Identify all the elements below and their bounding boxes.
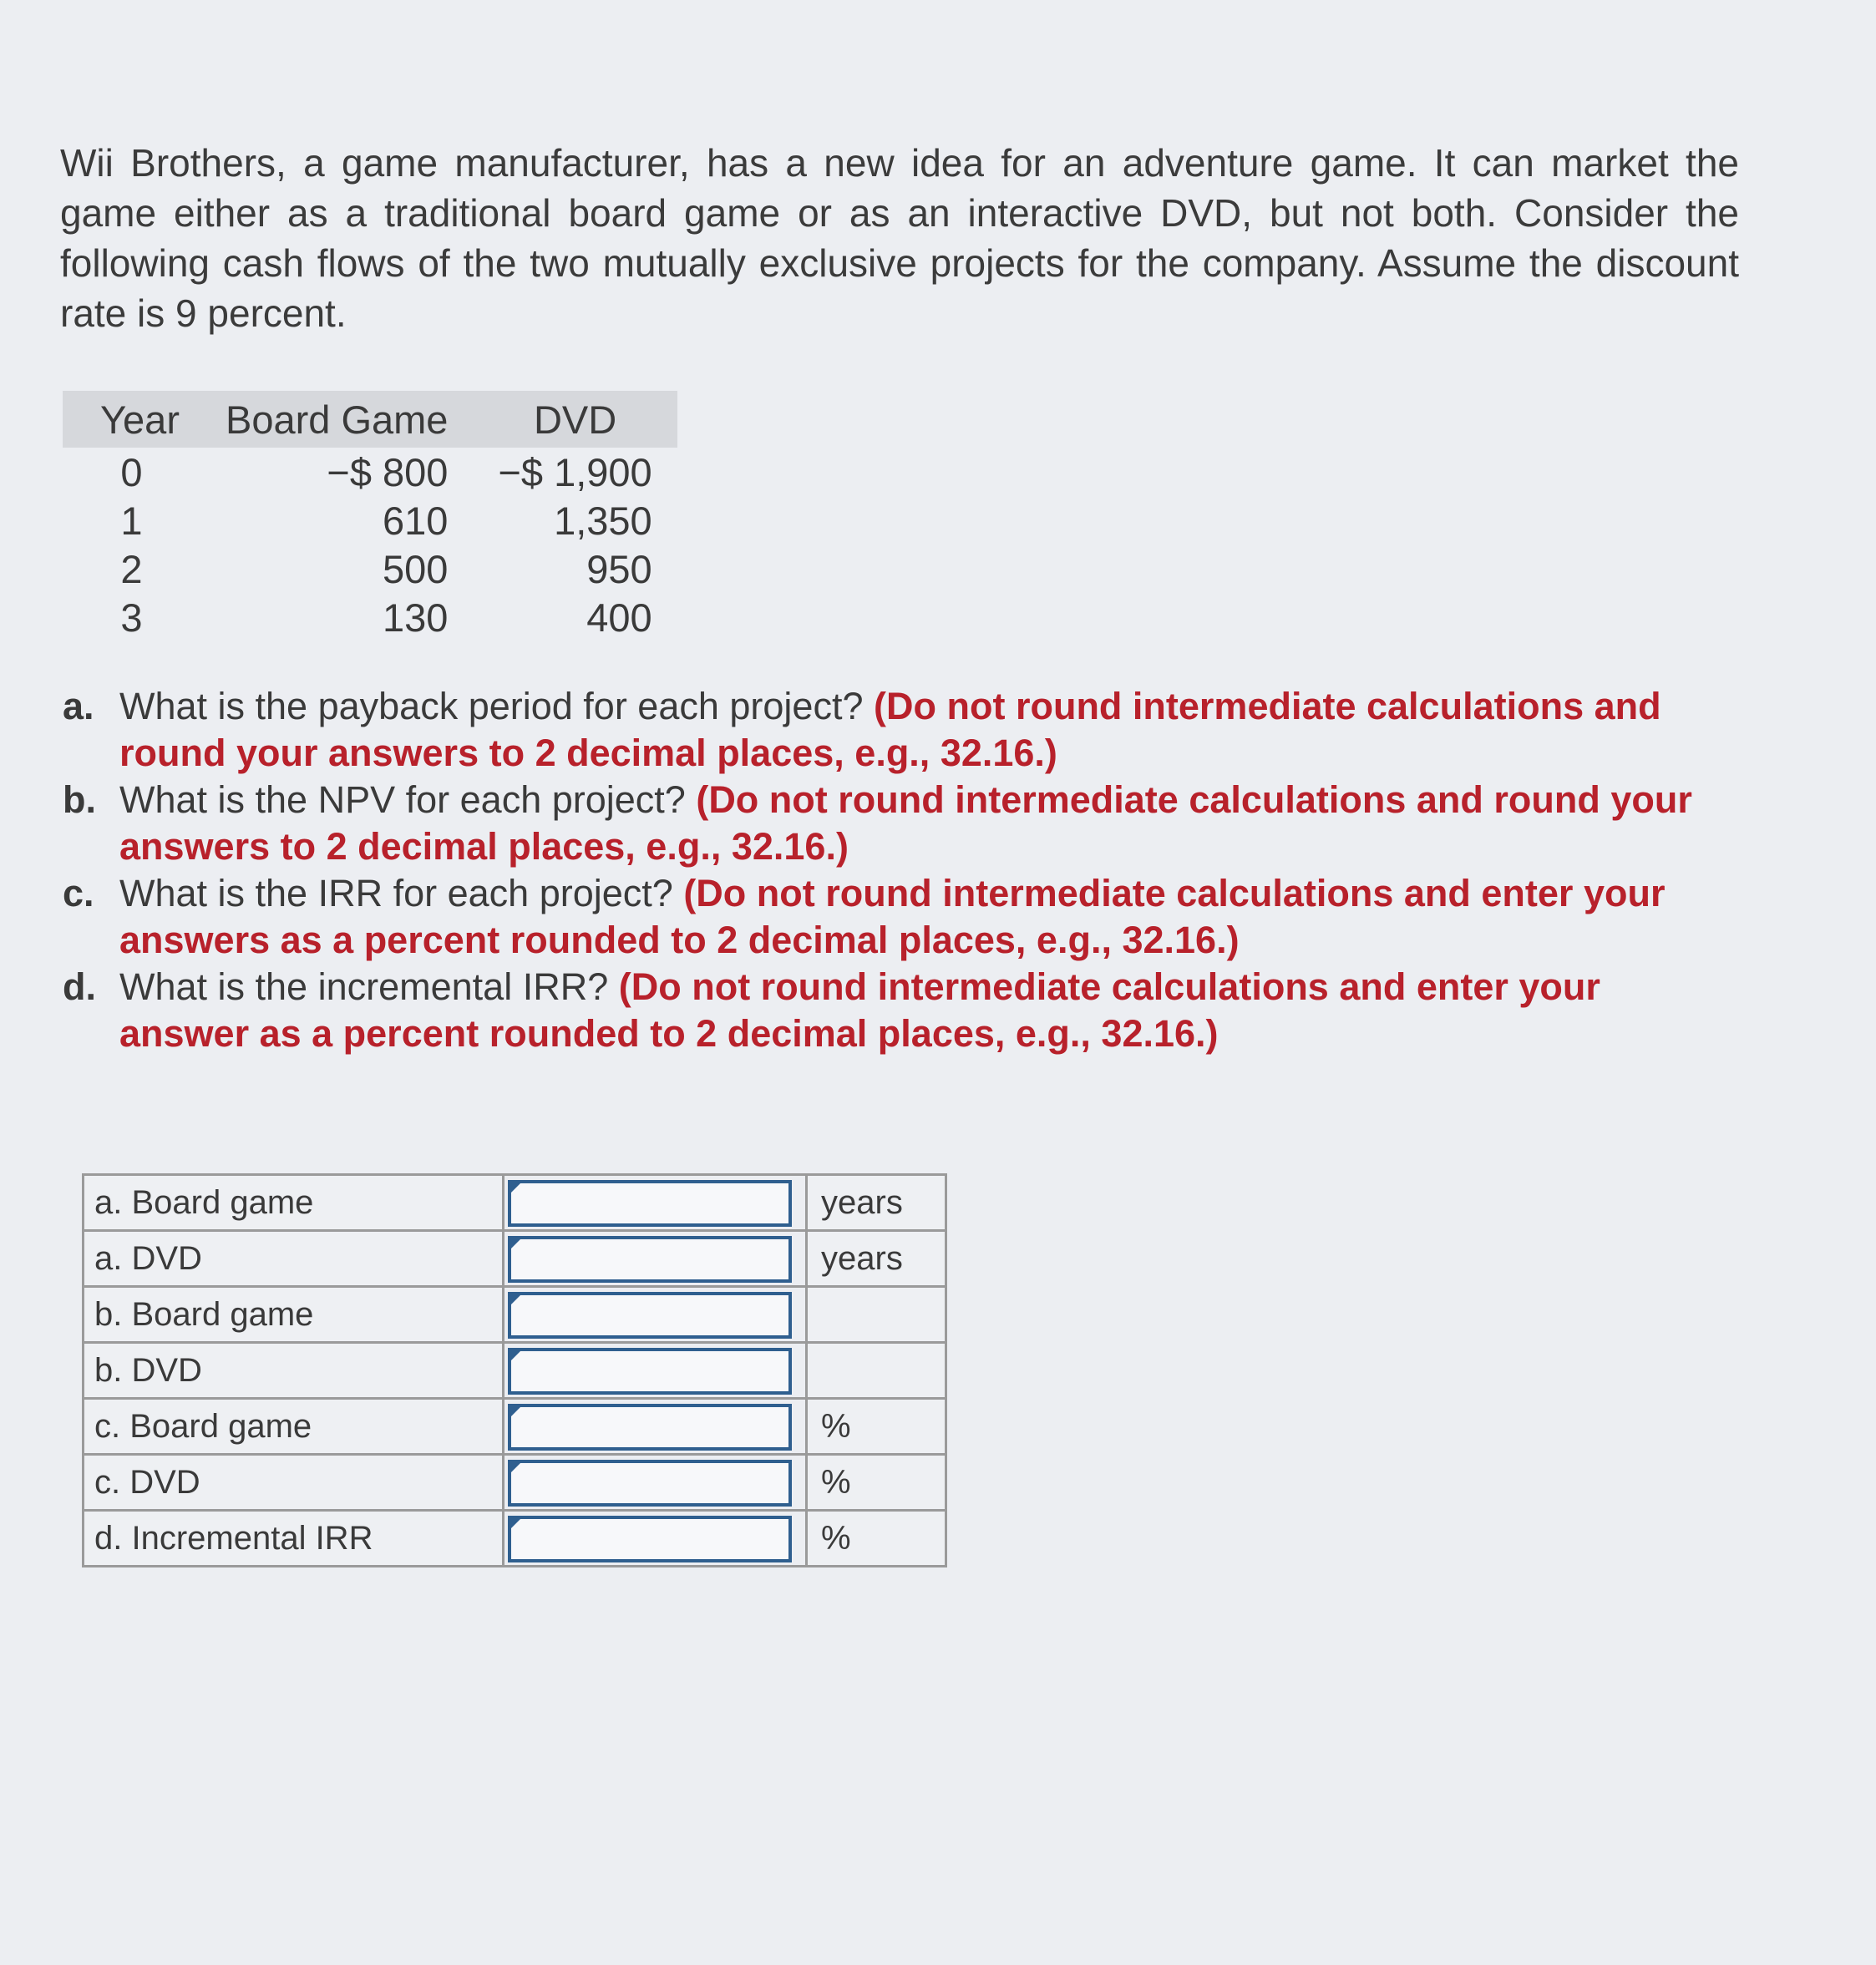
answer-table xyxy=(82,1173,947,1567)
question-text: What is the incremental IRR? xyxy=(119,965,609,1008)
cash-flow-header-row xyxy=(63,391,677,448)
header-board-game: Board Game xyxy=(200,391,473,448)
dvd-cash-flow: 400 xyxy=(586,595,652,640)
question-instruction: (Do not round intermediate calculations and round your answers to 2 decimal places, e.g., 32.16.) xyxy=(119,778,1692,868)
question-instruction: (Do not round intermediate calculations and enter your answer as a percent rounded to 2 decimal places, e.g., 32.16.) xyxy=(119,965,1600,1055)
question-letter: b. xyxy=(63,778,96,821)
answer-input-a-board-game[interactable] xyxy=(508,1180,792,1227)
cash-flow-row xyxy=(63,544,677,593)
answer-unit: % xyxy=(807,1455,946,1511)
question-text: What is the NPV for each project? xyxy=(119,778,686,821)
answer-unit: years xyxy=(807,1231,946,1287)
answer-row-d-incremental-irr xyxy=(84,1511,946,1567)
answer-row-b-dvd xyxy=(84,1343,946,1399)
answer-input-a-dvd[interactable] xyxy=(508,1236,792,1283)
cash-flow-row xyxy=(63,593,677,641)
input-corner-icon xyxy=(510,1238,521,1250)
input-corner-icon xyxy=(510,1406,521,1418)
answer-input-c-dvd[interactable] xyxy=(508,1460,792,1507)
answer-input-d-incremental-irr[interactable] xyxy=(508,1516,792,1562)
question-b xyxy=(63,777,1725,870)
answer-label: c. DVD xyxy=(84,1455,504,1511)
dvd-cash-flow: 1,350 xyxy=(554,498,652,543)
year-cell: 0 xyxy=(120,449,143,494)
input-corner-icon xyxy=(510,1183,521,1194)
answer-unit: % xyxy=(807,1399,946,1455)
board-game-cash-flow: −$ 800 xyxy=(327,449,449,494)
input-corner-icon xyxy=(510,1294,521,1306)
answer-label: c. Board game xyxy=(84,1399,504,1455)
answer-input-b-board-game[interactable] xyxy=(508,1292,792,1339)
answer-unit: % xyxy=(807,1511,946,1567)
answer-unit xyxy=(807,1287,946,1343)
question-list xyxy=(63,683,1725,1057)
problem-intro: Wii Brothers, a game manufacturer, has a new idea for an adventure game. It can market the game either as a traditional board game or as an interactive DVD, but not both. Consider the following cash flows of the two mutually exclusive projects for the company. Assume the discount rate is 9 percent. xyxy=(60,141,1739,335)
question-c xyxy=(63,870,1725,964)
question-letter: d. xyxy=(63,965,96,1008)
answer-row-a-board-game xyxy=(84,1175,946,1231)
year-cell: 2 xyxy=(120,546,143,591)
cash-flow-row xyxy=(63,448,677,496)
answer-unit: years xyxy=(807,1175,946,1231)
question-text: What is the IRR for each project? xyxy=(119,872,673,914)
board-game-cash-flow: 500 xyxy=(383,546,449,591)
answer-unit xyxy=(807,1343,946,1399)
answer-input-b-dvd[interactable] xyxy=(508,1348,792,1395)
answer-label: a. DVD xyxy=(84,1231,504,1287)
header-dvd: DVD xyxy=(473,391,677,448)
board-game-cash-flow: 130 xyxy=(383,595,449,640)
year-cell: 1 xyxy=(120,498,143,543)
question-a xyxy=(63,683,1725,777)
cash-flow-table xyxy=(63,391,677,641)
dvd-cash-flow: 950 xyxy=(586,546,652,591)
question-letter: a. xyxy=(63,685,94,727)
year-cell: 3 xyxy=(120,595,143,640)
answer-row-a-dvd xyxy=(84,1231,946,1287)
cash-flow-row xyxy=(63,496,677,544)
answer-input-c-board-game[interactable] xyxy=(508,1404,792,1451)
answer-label: b. Board game xyxy=(84,1287,504,1343)
input-corner-icon xyxy=(510,1462,521,1474)
answer-label: a. Board game xyxy=(84,1175,504,1231)
input-corner-icon xyxy=(510,1350,521,1362)
dvd-cash-flow: −$ 1,900 xyxy=(498,449,652,494)
answer-row-b-board-game xyxy=(84,1287,946,1343)
input-corner-icon xyxy=(510,1518,521,1530)
question-letter: c. xyxy=(63,872,94,914)
answer-label: d. Incremental IRR xyxy=(84,1511,504,1567)
header-year: Year xyxy=(63,391,200,448)
question-instruction: (Do not round intermediate calculations and enter your answers as a percent rounded to 2 decimal places, e.g., 32.16.) xyxy=(119,872,1666,961)
question-instruction: (Do not round intermediate calculations and round your answers to 2 decimal places, e.g., 32.16.) xyxy=(119,685,1661,774)
answer-row-c-dvd xyxy=(84,1455,946,1511)
board-game-cash-flow: 610 xyxy=(383,498,449,543)
answer-row-c-board-game xyxy=(84,1399,946,1455)
answer-label: b. DVD xyxy=(84,1343,504,1399)
question-d xyxy=(63,964,1725,1057)
question-text: What is the payback period for each project? xyxy=(119,685,864,727)
